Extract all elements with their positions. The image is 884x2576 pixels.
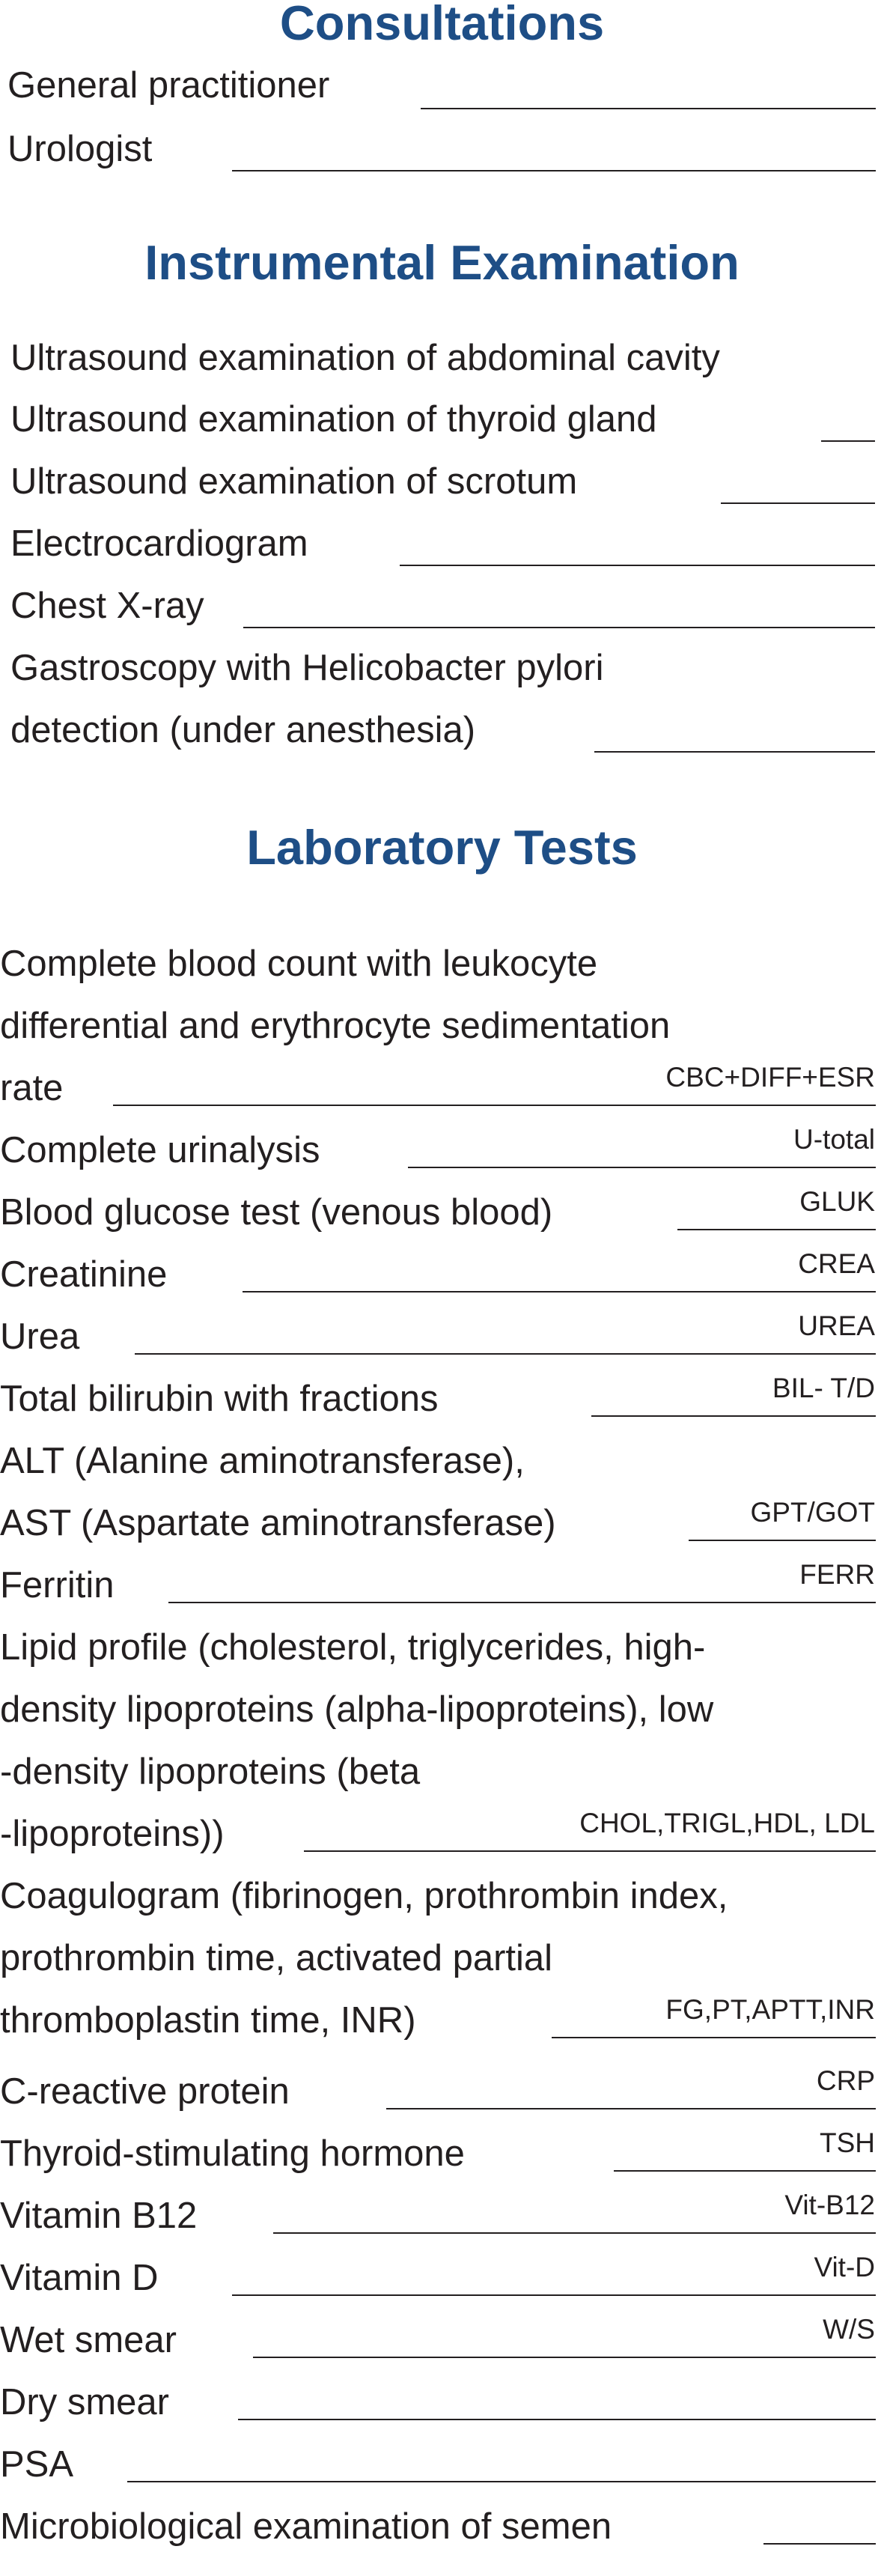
instrumental-label-scrotum-ultrasound: Ultrasound examination of scrotum — [10, 461, 578, 502]
lab-label-cbc-line2: differential and erythrocyte sedimentation — [0, 1006, 671, 1046]
lab-label-alt-ast-line1: ALT (Alanine aminotransferase), — [0, 1441, 525, 1481]
lab-code-bilirubin: BIL- T/D — [772, 1373, 875, 1403]
lab-label-glucose: Blood glucose test (venous blood) — [0, 1192, 553, 1233]
lab-rule-lipid — [304, 1850, 876, 1852]
lab-code-crp: CRP — [816, 2065, 875, 2096]
laboratory-tests-heading: Laboratory Tests — [246, 820, 638, 875]
lab-label-coagulogram-line1: Coagulogram (fibrinogen, prothrombin index, — [0, 1876, 728, 1916]
lab-label-alt-ast-line2: AST (Aspartate aminotransferase) — [0, 1503, 556, 1543]
lab-rule-dry-smear — [238, 2419, 876, 2420]
consultation-rule-urologist — [232, 170, 876, 171]
consultation-rule-general-practitioner — [421, 108, 876, 109]
lab-rule-vitamin-d — [232, 2294, 876, 2296]
lab-label-ferritin: Ferritin — [0, 1565, 115, 1606]
lab-label-cbc-line3: rate — [0, 1068, 64, 1108]
consultation-label-general-practitioner: General practitioner — [7, 65, 330, 106]
lab-rule-cbc — [113, 1105, 876, 1106]
lab-rule-crp — [386, 2108, 876, 2109]
lab-label-urea: Urea — [0, 1316, 80, 1357]
lab-label-lipid-line1: Lipid profile (cholesterol, triglycerides, high- — [0, 1627, 706, 1668]
lab-code-tsh: TSH — [820, 2127, 875, 2158]
lab-rule-vitamin-b12 — [273, 2232, 876, 2234]
instrumental-label-electrocardiogram: Electrocardiogram — [10, 523, 308, 564]
consultation-label-urologist: Urologist — [7, 129, 153, 169]
lab-code-creatinine: CREA — [798, 1248, 875, 1279]
lab-label-creatinine: Creatinine — [0, 1254, 168, 1295]
instrumental-label-chest-xray: Chest X-ray — [10, 586, 204, 626]
lab-rule-ferritin — [168, 1602, 876, 1603]
lab-label-psa: PSA — [0, 2444, 74, 2485]
lab-rule-tsh — [614, 2170, 876, 2172]
lab-rule-creatinine — [243, 1291, 876, 1292]
lab-rule-alt-ast — [689, 1540, 876, 1541]
lab-code-vitamin-d: Vit-D — [814, 2252, 875, 2282]
lab-code-glucose: GLUK — [799, 1186, 875, 1217]
lab-label-cbc-line1: Complete blood count with leukocyte — [0, 944, 598, 984]
lab-rule-bilirubin — [591, 1415, 876, 1417]
lab-label-wet-smear: Wet smear — [0, 2320, 177, 2360]
lab-rule-semen-microbiology — [763, 2543, 876, 2545]
lab-label-vitamin-d: Vitamin D — [0, 2258, 159, 2298]
lab-code-cbc: CBC+DIFF+ESR — [665, 1062, 875, 1093]
lab-rule-glucose — [677, 1229, 876, 1230]
instrumental-label-gastroscopy-line2: detection (under anesthesia) — [10, 710, 476, 750]
instrumental-label-gastroscopy-line1: Gastroscopy with Helicobacter pylori — [10, 648, 604, 688]
lab-rule-urinalysis — [408, 1167, 876, 1168]
lab-code-vitamin-b12: Vit-B12 — [784, 2190, 875, 2220]
lab-rule-psa — [127, 2481, 876, 2482]
instrumental-rule-gastroscopy — [594, 751, 875, 753]
lab-code-wet-smear: W/S — [823, 2314, 875, 2345]
lab-label-coagulogram-line2: prothrombin time, activated partial — [0, 1938, 553, 1978]
instrumental-examination-heading: Instrumental Examination — [144, 235, 740, 290]
lab-code-urea: UREA — [798, 1310, 875, 1341]
instrumental-rule-thyroid-ultrasound — [821, 440, 875, 442]
lab-label-lipid-line2: density lipoproteins (alpha-lipoproteins), low — [0, 1689, 714, 1730]
instrumental-rule-scrotum-ultrasound — [721, 502, 875, 504]
lab-code-lipid: CHOL,TRIGL,HDL, LDL — [579, 1808, 875, 1838]
lab-code-ferritin: FERR — [799, 1559, 875, 1590]
lab-label-semen-microbiology: Microbiological examination of semen — [0, 2506, 612, 2547]
instrumental-rule-electrocardiogram — [400, 565, 875, 566]
lab-rule-urea — [135, 1353, 876, 1355]
lab-label-bilirubin: Total bilirubin with fractions — [0, 1379, 439, 1419]
lab-label-coagulogram-line3: thromboplastin time, INR) — [0, 2000, 416, 2041]
lab-label-lipid-line3: -density lipoproteins (beta — [0, 1752, 421, 1792]
instrumental-label-thyroid-ultrasound: Ultrasound examination of thyroid gland — [10, 399, 657, 440]
lab-label-crp: C-reactive protein — [0, 2071, 290, 2112]
lab-label-tsh: Thyroid-stimulating hormone — [0, 2133, 465, 2174]
lab-rule-wet-smear — [253, 2357, 876, 2358]
lab-code-coagulogram: FG,PT,APTT,INR — [665, 1994, 875, 2025]
lab-label-lipid-line4: -lipoproteins)) — [0, 1814, 225, 1854]
lab-code-urinalysis: U-total — [793, 1124, 875, 1155]
lab-label-vitamin-b12: Vitamin B12 — [0, 2196, 198, 2236]
instrumental-label-abdominal-ultrasound: Ultrasound examination of abdominal cavity — [10, 338, 720, 378]
lab-label-dry-smear: Dry smear — [0, 2382, 169, 2422]
instrumental-rule-chest-xray — [243, 627, 875, 628]
consultations-heading: Consultations — [279, 0, 605, 50]
lab-rule-coagulogram — [552, 2037, 876, 2038]
lab-label-urinalysis: Complete urinalysis — [0, 1130, 320, 1170]
lab-code-alt-ast: GPT/GOT — [750, 1497, 875, 1528]
